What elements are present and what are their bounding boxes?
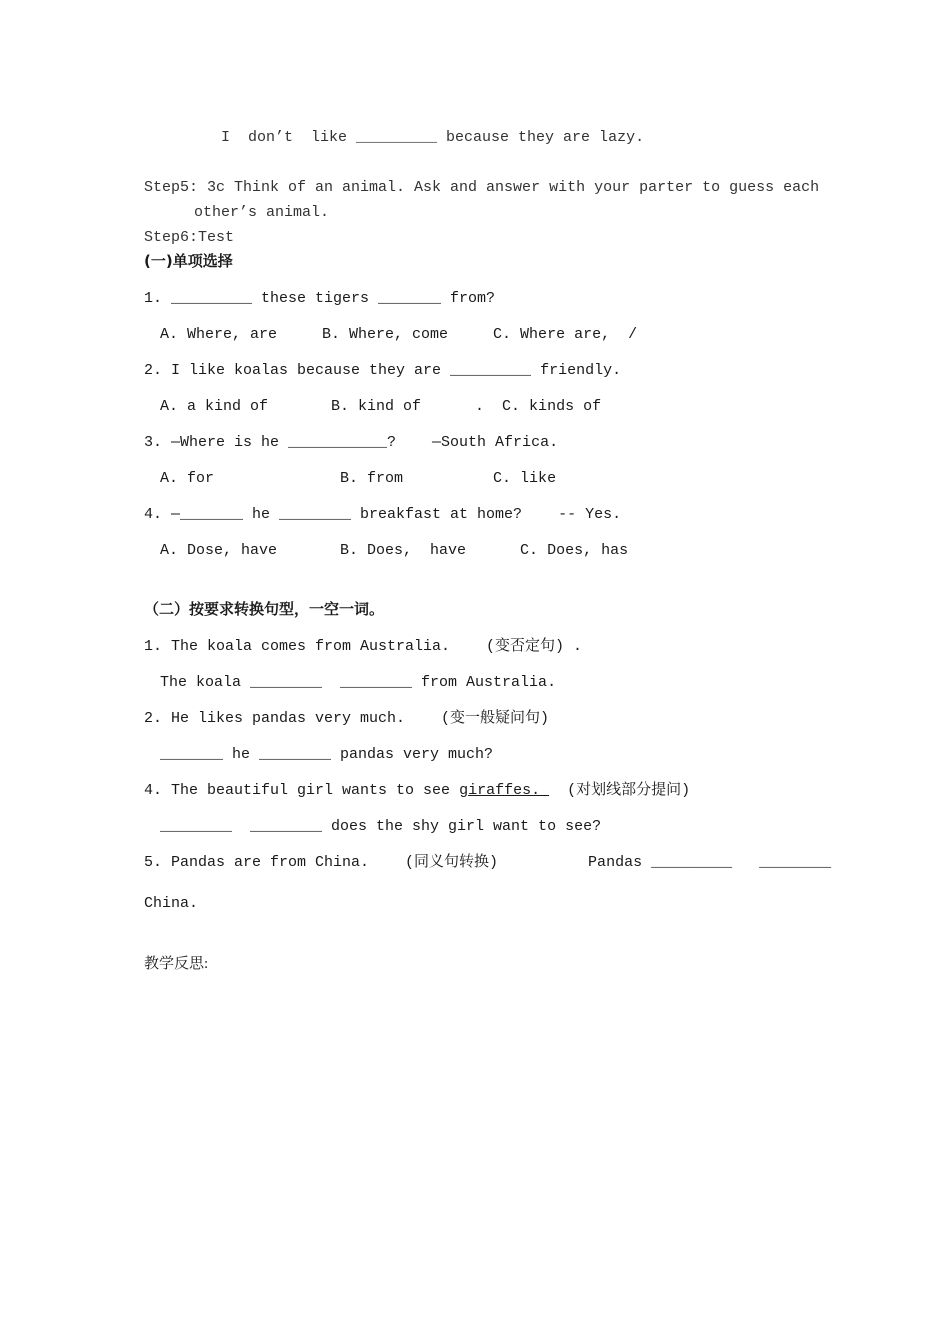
transform-5: 5. Pandas are from China. (同义句转换) Pandas _________ ________ [144, 854, 832, 871]
transform-4 [144, 781, 690, 801]
transform-1-answer: The koala ________ ________ from Australia. [160, 674, 557, 691]
transform-2: 2. He likes pandas very much. (变一般疑问句) [144, 710, 550, 727]
step6-label: Step6:Test [144, 229, 235, 246]
question-3-options: A. for B. from C. like [160, 470, 557, 487]
transform-4-prefix: 4. The beautiful girl wants to see [144, 782, 460, 799]
transform-4-underlined: giraffes. [459, 782, 550, 799]
section1-heading: (一)单项选择 [144, 252, 233, 270]
transform-5-answer: China. [144, 895, 199, 912]
intro-line: I don’t like _________ because they are lazy. [221, 129, 645, 146]
transform-4-suffix: (对划线部分提问) [549, 782, 691, 799]
question-4: 4. —_______ he ________ breakfast at home? -- Yes. [144, 506, 622, 523]
question-4-options: A. Dose, have B. Does, have C. Does, has [160, 542, 629, 559]
section2-heading: （二）按要求转换句型，一空一词。 [144, 600, 385, 618]
teaching-reflection: 教学反思: [144, 956, 209, 972]
transform-2-answer: _______ he ________ pandas very much? [160, 746, 494, 763]
step5-line-2: other’s animal. [194, 204, 330, 221]
question-3: 3. —Where is he ___________? —South Africa. [144, 434, 559, 451]
transform-1: 1. The koala comes from Australia. (变否定句) . [144, 638, 583, 655]
transform-4-answer: ________ ________ does the shy girl want to see? [160, 818, 602, 835]
question-1-options: A. Where, are B. Where, come C. Where are, / [160, 326, 638, 343]
question-2-options: A. a kind of B. kind of . C. kinds of [160, 398, 602, 415]
question-2: 2. I like koalas because they are _________ friendly. [144, 362, 622, 379]
step5-line-1: Step5: 3c Think of an animal. Ask and answer with your parter to guess each [144, 179, 820, 196]
question-1: 1. _________ these tigers _______ from? [144, 290, 496, 307]
